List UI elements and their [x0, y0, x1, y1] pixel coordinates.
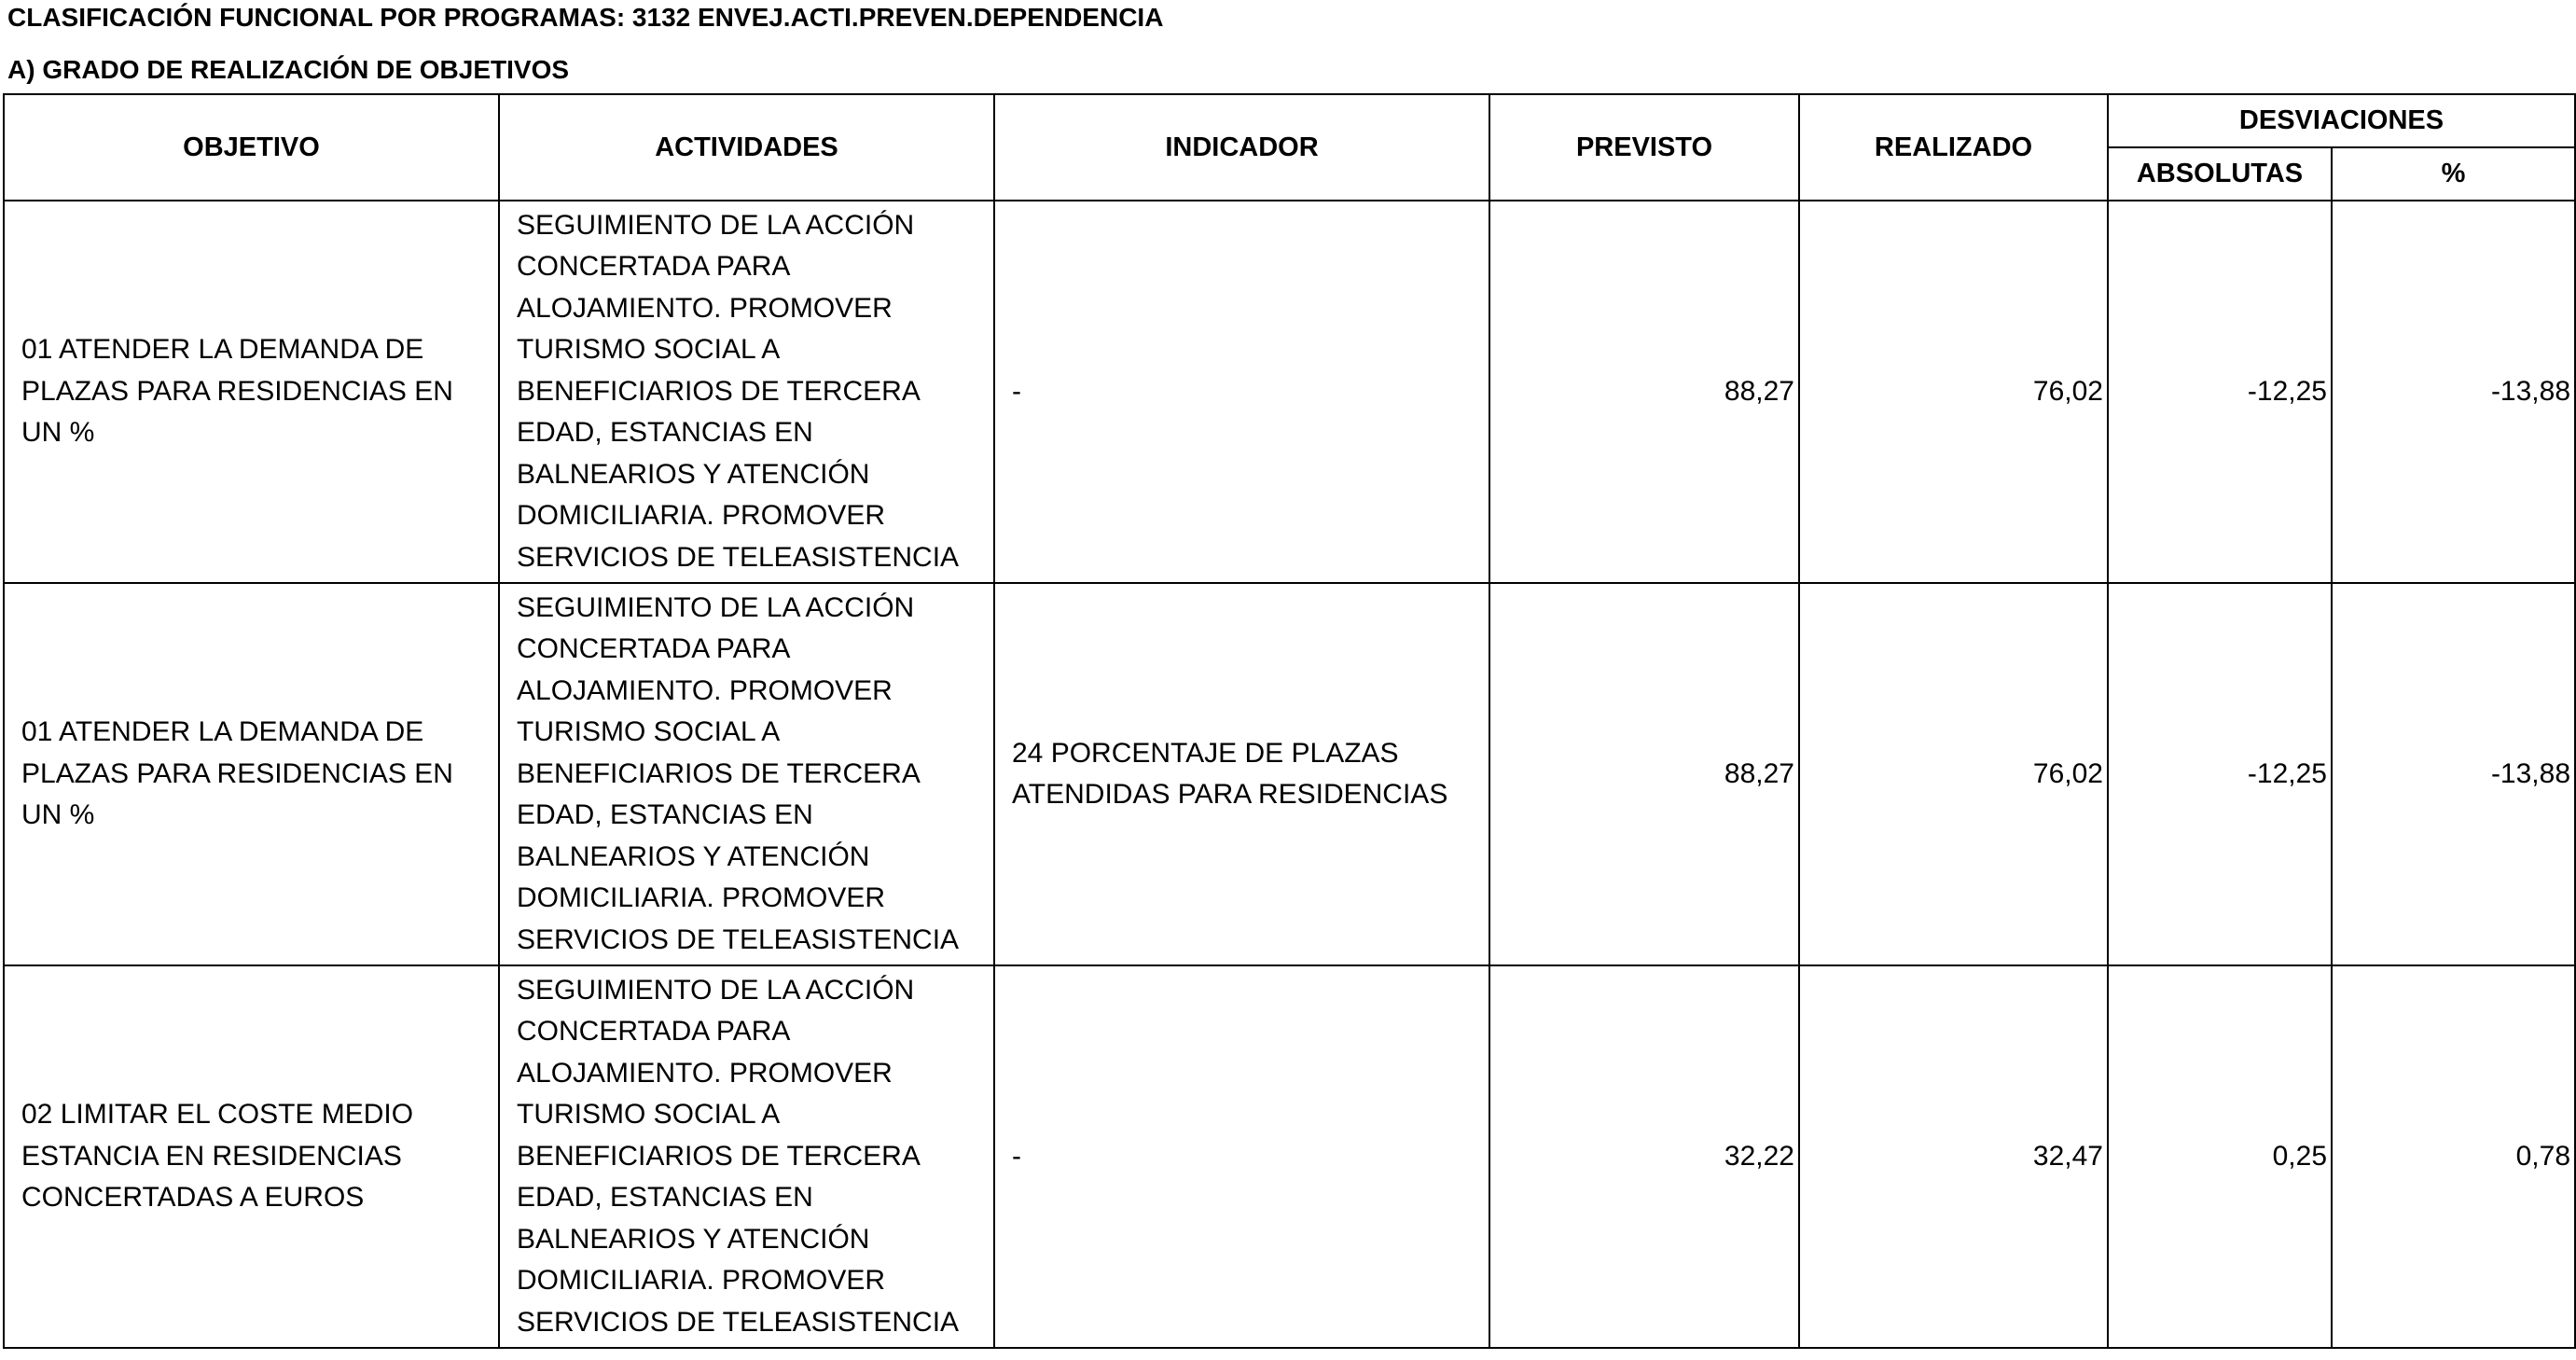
cell-porcentaje: -13,88: [2332, 201, 2575, 583]
cell-indicador: -: [994, 201, 1489, 583]
cell-porcentaje: -13,88: [2332, 583, 2575, 965]
cell-objetivo: 01 ATENDER LA DEMANDA DE PLAZAS PARA RESIDENCIAS EN UN %: [4, 583, 499, 965]
cell-realizado: 32,47: [1799, 965, 2108, 1348]
objectives-table: [3, 93, 2576, 1349]
cell-indicador: 24 PORCENTAJE DE PLAZAS ATENDIDAS PARA RESIDENCIAS: [994, 583, 1489, 965]
cell-actividades: SEGUIMIENTO DE LA ACCIÓN CONCERTADA PARA ALOJAMIENTO. PROMOVER TURISMO SOCIAL A BENEFICIARIOS DE TERCERA EDAD, ESTANCIAS EN BALNEARIOS Y ATENCIÓN DOMICILIARIA. PROMOVER SERVICIOS DE TELEASISTENCIA: [499, 583, 994, 965]
header-absolutas: ABSOLUTAS: [2108, 147, 2332, 201]
table-row: [4, 201, 2575, 583]
cell-porcentaje: 0,78: [2332, 965, 2575, 1348]
section-subtitle: A) GRADO DE REALIZACIÓN DE OBJETIVOS: [7, 55, 570, 84]
header-porcentaje: %: [2332, 147, 2575, 201]
cell-realizado: 76,02: [1799, 583, 2108, 965]
page-title: CLASIFICACIÓN FUNCIONAL POR PROGRAMAS: 3132 ENVEJ.ACTI.PREVEN.DEPENDENCIA: [7, 3, 1164, 32]
table-row: [4, 965, 2575, 1348]
table-row: [4, 583, 2575, 965]
cell-absolutas: -12,25: [2108, 201, 2332, 583]
table-header-row: [4, 94, 2575, 147]
header-actividades: ACTIVIDADES: [499, 94, 994, 201]
cell-actividades: SEGUIMIENTO DE LA ACCIÓN CONCERTADA PARA ALOJAMIENTO. PROMOVER TURISMO SOCIAL A BENEFICIARIOS DE TERCERA EDAD, ESTANCIAS EN BALNEARIOS Y ATENCIÓN DOMICILIARIA. PROMOVER SERVICIOS DE TELEASISTENCIA: [499, 965, 994, 1348]
cell-actividades: SEGUIMIENTO DE LA ACCIÓN CONCERTADA PARA ALOJAMIENTO. PROMOVER TURISMO SOCIAL A BENEFICIARIOS DE TERCERA EDAD, ESTANCIAS EN BALNEARIOS Y ATENCIÓN DOMICILIARIA. PROMOVER SERVICIOS DE TELEASISTENCIA: [499, 201, 994, 583]
header-desviaciones: DESVIACIONES: [2108, 94, 2575, 147]
cell-previsto: 88,27: [1489, 583, 1799, 965]
header-indicador: INDICADOR: [994, 94, 1489, 201]
cell-absolutas: 0,25: [2108, 965, 2332, 1348]
header-objetivo: OBJETIVO: [4, 94, 499, 201]
header-realizado: REALIZADO: [1799, 94, 2108, 201]
cell-indicador: -: [994, 965, 1489, 1348]
cell-objetivo: 02 LIMITAR EL COSTE MEDIO ESTANCIA EN RESIDENCIAS CONCERTADAS A EUROS: [4, 965, 499, 1348]
header-previsto: PREVISTO: [1489, 94, 1799, 201]
cell-previsto: 32,22: [1489, 965, 1799, 1348]
cell-objetivo: 01 ATENDER LA DEMANDA DE PLAZAS PARA RESIDENCIAS EN UN %: [4, 201, 499, 583]
cell-absolutas: -12,25: [2108, 583, 2332, 965]
cell-previsto: 88,27: [1489, 201, 1799, 583]
cell-realizado: 76,02: [1799, 201, 2108, 583]
